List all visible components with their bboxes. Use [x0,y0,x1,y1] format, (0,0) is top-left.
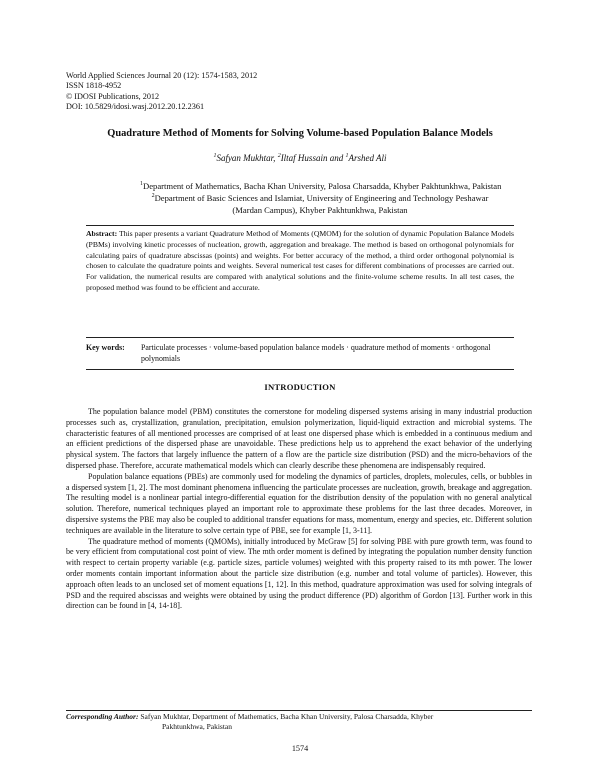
affiliation-1 [140,180,500,192]
page-number: 1574 [291,744,309,753]
footnote-rule [66,710,532,711]
abstract-top-rule [86,225,514,226]
abstract-bottom-rule [86,337,514,338]
affiliations [140,180,500,216]
section-heading-introduction: INTRODUCTION [264,382,336,392]
affiliation-1-sup: 1 [140,181,143,188]
paragraph: The quadrature method of moments (QMOMs), initially introduced by McGraw [5] for solving PBE with pure growth term, was found to be very efficient from computational cost point of view. The mth order moment is defined by integrating the population number density function with respect to certain property variable (e.g. particle sizes, particle volumes) weighted with this property raised to its mth power. The lower order moments contain important information about the particle size distribution (e.g. number and total volume of particles). However, this approach often leads to an unclosed set of moment equations [1, 12]. In this method, quadrature approximation was used for solving integrals of PSD and the required abscissas and weights were obtained by using the product difference (PD) algorithm of Gordon [13]. Further work in this direction can be found in [4, 14-18]. [66,536,532,611]
author-2: Iltaf Hussain and [280,153,346,163]
introduction-body [66,407,532,612]
footnote-label: Corresponding Author: [66,712,139,721]
affiliation-2 [140,192,500,216]
abstract [86,229,514,294]
abstract-text: This paper presents a variant Quadrature Method of Moments (QMOM) for the solution of dynamic Population Balance Models (PBMs) involving kinetic processes of nucleation, growth, aggregation and breakage. The method is based on orthogonal polynomials for calculating pairs of quadrature abscissas (points) and weights. For better accuracy of the method, a third order orthogonal polynomial is chosen to calculate the quadrature points and weights. Several numerical test cases for different combinations of processes are carried out. For validation, the numerical results are compared with analytical solutions and the finite-volume scheme results. In all test cases, the proposed method was found to be efficient and accurate. [86,229,514,292]
affiliation-1-text: Department of Mathematics, Bacha Khan University, Palosa Charsadda, Khyber Pakhtunkhwa, Pakistan [143,181,502,191]
footnote-line-2: Pakhtunkhwa, Pakistan [162,722,232,732]
paragraph: The population balance model (PBM) constitutes the cornerstone for modeling dispersed systems arising in many industrial production processes such as, crystallization, granulation, precipitation, emulsion polymerization, liquid-liquid extraction and microbial systems. The characteristic features of all mentioned processes are comprised of at least one dispersed phase which is embedded in a continuous medium and an efficient predictions of the dispersed phase are unavoidable. These predictions help us to apprehend the exact behavior of the underlying physical system. The factors that largely influence the pattern of a flow are the particle size distribution (PSD) and the micro-behaviors of the dispersed phase. Therefore, accurate mathematical models which can clearly describe these phenomena are indispensably required. [66,407,532,470]
issn: ISSN 1818-4952 [66,81,122,91]
journal-citation: World Applied Sciences Journal 20 (12): 1574-1583, 2012 [66,71,258,80]
author-1: Safyan Mukhtar, [216,153,278,163]
author-3: Arshed Ali [348,153,387,163]
paragraph: Population balance equations (PBEs) are commonly used for modeling the dynamics of particles, droplets, molecules, cells, or bubbles in a dispersed system [1, 2]. The most dominant phenomena influencing the particulate processes are nucleation, growth, breakage and aggregation. The resulting model is a nonlinear partial integro-differential equation for the distribution density of the population with no general analytical solution. Therefore, numerical techniques played an important role to approximate these problems for the last three decades. Moreover, in dispersive systems the PBE may also be coupled to additional transfer equations for mass, momentum, energy and species, etc. Different solution techniques are available in the literature to solve certain type of PBE, see for example [1, 3-11]. [66,471,532,535]
abstract-label: Abstract: [86,229,118,238]
keywords-bottom-rule [86,369,514,370]
footnote-text-1: Safyan Mukhtar, Department of Mathematics, Bacha Khan University, Palosa Charsadda, Khyber [138,712,434,721]
author-1-sup: 1 [213,153,217,159]
keywords-text: Particulate processes · volume-based population balance models · quadrature method of moments · orthogonal polynomials [141,343,491,363]
author-3-sup: 1 [345,153,349,159]
keywords [86,343,514,365]
author-list [40,152,560,164]
affiliation-2-text: Department of Basic Sciences and Islamiat, University of Engineering and Technology Peshawar (Mardan Campus), Khyber Pakhtunkhwa, Pakistan [154,193,489,215]
affiliation-2-sup: 2 [151,193,155,200]
journal-header [66,71,257,113]
footnote-line-1 [66,712,532,722]
doi: DOI: 10.5829/idosi.wasj.2012.20.12.2361 [66,102,205,112]
keywords-label: Key words: [86,343,125,352]
corresponding-author-footnote [66,712,532,733]
copyright: © IDOSI Publications, 2012 [66,91,160,101]
paper-title: Quadrature Method of Moments for Solving Volume-based Population Balance Models [107,128,493,139]
author-2-sup: 2 [277,153,281,159]
